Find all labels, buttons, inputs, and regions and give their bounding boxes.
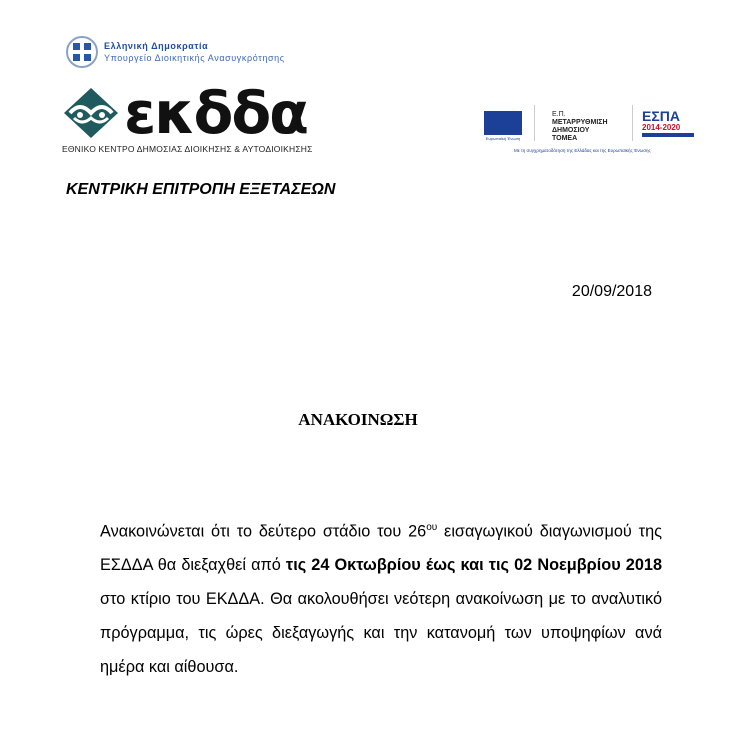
programme-line: ΔΗΜΟΣΙΟΥ — [552, 127, 590, 134]
announcement-title: ΑΝΑΚΟΙΝΩΣΗ — [298, 410, 418, 429]
espa-bar — [642, 133, 694, 137]
ministry-label: Υπουργείο Διοικητικής Ανασυγκρότησης — [104, 53, 285, 63]
ekdda-wordmark: εκδδα — [124, 79, 308, 147]
body-text: εισαγωγικού διαγωνισμού της ΕΣΔΔΑ θα διεξαχθεί από — [100, 522, 662, 575]
programme-logo — [552, 111, 608, 143]
ekdda-emblem-icon — [62, 86, 120, 140]
republic-label: Ελληνική Δημοκρατία — [104, 41, 209, 51]
programme-line: ΤΟΜΕΑ — [552, 135, 578, 142]
body-text: Ανακοινώνεται ότι το δεύτερο στάδιο του 26 — [100, 522, 427, 541]
announcement-body — [100, 511, 662, 684]
eu-label: Ευρωπαϊκή Ένωση — [485, 136, 521, 141]
exam-dates: τις 24 Οκτωβρίου έως και τις 02 Νοεμβρίου 2018 — [285, 556, 662, 575]
partner-logos — [480, 105, 700, 153]
divider — [632, 105, 633, 141]
committee-heading: ΚΕΝΤΡΙΚΗ ΕΠΙΤΡΟΠΗ ΕΞΕΤΑΣΕΩΝ — [66, 181, 336, 198]
eu-flag-icon — [484, 111, 522, 135]
espa-label: ΕΣΠΑ — [642, 108, 680, 124]
ekdda-logo — [62, 79, 308, 147]
document-date: 20/09/2018 — [571, 283, 652, 300]
programme-line: ΜΕΤΑΡΡΥΘΜΙΣΗ — [552, 119, 608, 126]
ordinal-suffix: ου — [426, 522, 438, 533]
greek-emblem-icon — [66, 36, 98, 68]
body-text: στο κτίριο του ΕΚΔΔΑ. Θα ακολουθήσει νεότερη ανακοίνωση με το αναλυτικό πρόγραμμα, τις ώρες διεξαγωγής και την κατανομή των υποψηφίων ανά ημέρα και αίθουσα. — [100, 590, 662, 677]
ministry-header — [66, 36, 285, 68]
espa-logo — [642, 109, 694, 137]
divider — [534, 105, 535, 141]
cofunding-note: Με τη συγχρηματοδότηση της Ελλάδας και της Ευρωπαϊκής Ένωσης — [514, 148, 651, 153]
ep-label: Ε.Π. — [552, 111, 566, 118]
espa-years: 2014-2020 — [642, 123, 681, 132]
ekdda-subtitle: ΕΘΝΙΚΟ ΚΕΝΤΡΟ ΔΗΜΟΣΙΑΣ ΔΙΟΙΚΗΣΗΣ & ΑΥΤΟΔΙΟΙΚΗΣΗΣ — [62, 144, 313, 154]
